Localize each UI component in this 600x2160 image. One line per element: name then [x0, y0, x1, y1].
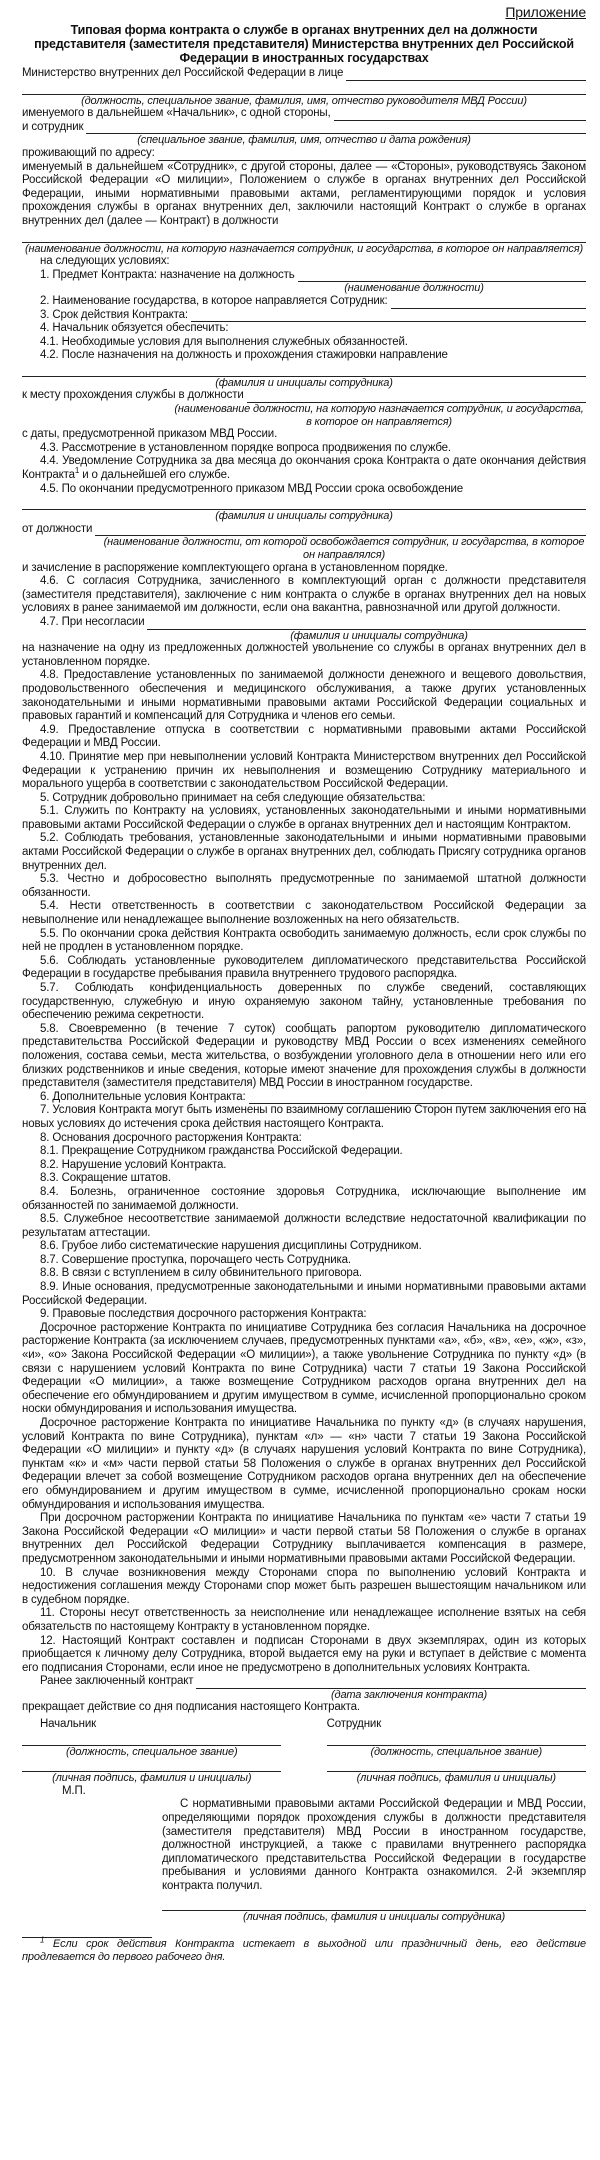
- item-8-8: 8.8. В связи с вступлением в силу обвинительного приговора.: [40, 1267, 362, 1280]
- item-4-7: 4.7. При несогласии: [40, 615, 145, 628]
- item-4-2-place: к месту прохождения службы в должности: [22, 389, 244, 402]
- conditions-line: на следующих условиях:: [40, 255, 170, 268]
- appendix-label: Приложение: [505, 4, 586, 20]
- acknowledgement-signature[interactable]: (личная подпись, фамилия и инициалы сотрудника): [162, 1910, 586, 1924]
- sig-left-head: Начальник: [40, 1718, 96, 1731]
- item-1: 1. Предмет Контракта: назначение на должность: [40, 268, 295, 281]
- item-4-2-tail: с даты, предусмотренной приказом МВД России.: [22, 428, 278, 441]
- item-12: 12. Настоящий Контракт составлен и подписан Сторонами в двух экземплярах, один из которых приобщается к личному делу Сотрудника, второй выдается ему на руки и вступает в действие с момента его подписания Сторонами, если иное не предусмотрено в дополнительных условиях Контракта.: [22, 1634, 586, 1674]
- item-5-3: 5.3. Честно и добросовестно выполнять предусмотренные по занимаемой штатной должности обязанности.: [22, 873, 586, 899]
- item-4-7-field: [22, 616, 586, 630]
- sig-left-position[interactable]: (должность, специальное звание): [22, 1745, 281, 1759]
- item-6-field: [22, 1091, 586, 1105]
- and-employee: и сотрудник: [22, 120, 84, 133]
- item-8-5: 8.5. Служебное несоответствие занимаемой должности вследствие недостаточной квалификации по результатам аттестации.: [22, 1213, 586, 1239]
- item-4-7-input-line[interactable]: [147, 618, 586, 630]
- previous-contract-field: [22, 1675, 586, 1689]
- item-4: 4. Начальник обязуется обеспечить:: [40, 322, 229, 335]
- caption-item-4-7: (фамилия и инициалы сотрудника): [290, 629, 468, 642]
- item-6-input-line[interactable]: [249, 1092, 586, 1104]
- item-1-field: [22, 269, 586, 283]
- item-5-8: 5.8. Своевременно (в течение 7 суток) сообщать рапортом руководителю дипломатического представительства Российской Федерации и руководству МВД России о всех изменениях семейного положения, состава семьи, места жительства, о возбуждении уголовного дела в отношении него или его близких родственников и иные сведения, которые имеют значение для прохождения службы в должности представителя (заместителя представителя) МВД России в иностранном государстве.: [22, 1022, 586, 1090]
- item-3-field: [22, 309, 586, 323]
- caption-head: (должность, специальное звание, фамилия, имя, отчество руководителя МВД России): [81, 94, 527, 107]
- item-4-5-from: от должности: [22, 522, 93, 535]
- signature-heads: [22, 1718, 586, 1732]
- document-title: Типовая форма контракта о службе в органах внутренних дел на должности представителя (заместителя представителя) Министерства внутренних дел Российской Федерации в иностранных государствах: [34, 23, 574, 65]
- address-field: [22, 147, 586, 161]
- item-4-2: 4.2. После назначения на должность и прохождения стажировки направление: [40, 349, 448, 362]
- item-10: 10. В случае возникновения между Сторонами спора по выполнению условий Контракта и недостижения соглашения между Сторонами спор может быть разрешен вышестоящим начальником или в судебном порядке.: [22, 1566, 586, 1606]
- sig-right-head: Сотрудник: [326, 1718, 382, 1731]
- item-8-6: 8.6. Грубое либо систематические нарушения дисциплины Сотрудником.: [40, 1240, 422, 1253]
- item-5-7: 5.7. Соблюдать конфиденциальность доверенных по службе сведений, составляющих государственную, служебную и иную охраняемую законом тайну, установленные требования по обеспечению режима секретности.: [22, 982, 586, 1022]
- item-4-5: 4.5. По окончании предусмотренного приказом МВД России срока освобождение: [40, 482, 464, 495]
- item-9-b: Досрочное расторжение Контракта по инициативе Начальника по пункту «д» (в случаях нарушения, условий Контракта по вине Сотрудника), пунктам «л» — «н» части 7 статьи 19 Закона Российской Федерации «О милиции» и пункту «д» (в случаях нарушения условий Контракта по вине Сотрудника), пунктам «к» и «м» части первой статьи 58 Положения о службе в органах внутренних дел Российской Федерации влечет за собой возмещение Сотрудником расходов органа внутренних дел на обеспечение его обмундированием и другим имуществом в сумме, исчисленной пропорционально срокам носки обмундирования и использования имущества.: [22, 1417, 586, 1511]
- caption-item-4-2-place: (наименование должности, на которую назначается сотрудник, и государства, в которое он направляется): [174, 403, 584, 428]
- item-8-2: 8.2. Нарушение условий Контракта.: [40, 1158, 227, 1171]
- sig-left-signature[interactable]: (личная подпись, фамилия и инициалы): [22, 1771, 281, 1785]
- footnote-text: Если срок действия Контракта истекает в выходной или праздничный день, его действие продлевается до первого рабочего дня.: [22, 1938, 586, 1963]
- caption-position: (наименование должности, на которую назначается сотрудник, и государства, в которое он направляется): [25, 242, 583, 255]
- item-8-9: 8.9. Иные основания, предусмотренные законодательными и иными нормативными правовыми актами Российской Федерации.: [22, 1281, 586, 1307]
- item-4-3: 4.3. Рассмотрение в установленном порядке вопроса продвижения по службе.: [40, 441, 451, 454]
- item-4-4: [22, 455, 586, 482]
- sig-right-signature[interactable]: (личная подпись, фамилия и инициалы): [327, 1771, 586, 1785]
- item-8-4: 8.4. Болезнь, ограниченное состояние здоровья Сотрудника, исключающие выполнение им обязанностей по занимаемой должности.: [22, 1185, 586, 1212]
- caption-item-4-2: (фамилия и инициалы сотрудника): [215, 376, 393, 389]
- item-3: 3. Срок действия Контракта:: [40, 308, 188, 321]
- signature-row-2: [22, 1771, 586, 1785]
- item-8: 8. Основания досрочного расторжения Контракта:: [40, 1131, 302, 1144]
- item-5-1: 5.1. Служить по Контракту на условиях, установленных законодательными и иными нормативными правовыми актами Российской Федерации о службе в органах внутренних дел и настоящим Контрактом.: [22, 805, 586, 831]
- address-input-line[interactable]: [158, 149, 586, 161]
- position-input-line[interactable]: [22, 229, 586, 243]
- item-8-1: 8.1. Прекращение Сотрудником гражданства Российской Федерации.: [40, 1145, 403, 1158]
- intro-body: именуемый в дальнейшем «Сотрудник», с другой стороны, далее — «Стороны», руководствуясь Законом Российской Федерации «О милиции», Положением о службе в органах внутренних дел Российской Федерации, иными нормативными правовыми актами, регламентирующими порядок и условия прохождения службы в органах внутренних дел, заключили настоящий Контракт о службе в органах внутренних дел (далее — Контракт) в должности: [22, 160, 586, 227]
- item-4-5-from-field: [22, 523, 586, 537]
- item-9-a: Досрочное расторжение Контракта по инициативе Сотрудника без согласия Начальника на досрочное расторжение Контракта (за исключением случаев, предусмотренных пунктами «а», «б», «в», «е», «ж», «з», «и», «о» Закона Российской Федерации «О милиции»), а также увольнение Сотрудника по пункту «д» (в связи с нарушением условий Контракта по вине Сотрудника) части 7 статьи 19 Закона Российской Федерации «О милиции», а также возмещение Сотрудником расходов органа внутренних дел на обеспечение его обмундированием и другим имуществом в сумме, исчисленной пропорционально сроком носки обмундирования и использования имущества.: [22, 1321, 586, 1416]
- item-4-5-from-input-line[interactable]: [95, 524, 586, 536]
- item-5-5: 5.5. По окончании срока действия Контракта освободить занимаемую должность, если срок службы по ней не продлен в установленном порядке.: [22, 927, 586, 954]
- caption-previous-contract: (дата заключения контракта): [331, 1688, 487, 1701]
- sig-right-position[interactable]: (должность, специальное звание): [327, 1745, 586, 1759]
- footnote-ref: 1: [74, 466, 80, 476]
- item-4-7-tail: на назначение на одну из предложенных должностей увольнение со службы в органах внутренних дел в установленном порядке.: [22, 642, 586, 668]
- item-9: 9. Правовые последствия досрочного расторжения Контракта:: [40, 1308, 367, 1321]
- named-input-line[interactable]: [334, 109, 586, 121]
- item-4-2-place-input-line[interactable]: [247, 391, 586, 403]
- item-9-c: При досрочном расторжении Контракта по инициативе Начальника по пунктам «е» части 7 статьи 19 Закона Российской Федерации «О милиции» и части первой статьи 58 Положения о службе в органах внутренних дел Российской Федерации Сотруднику выплачивается компенсация в размере, предусмотренном законодательными и иными нормативными правовыми актами Российской Федерации.: [22, 1512, 586, 1565]
- item-4-4-text: 4.4. Уведомление Сотрудника за два месяца до окончания срока Контракта о дате окончания действия Контракта: [22, 455, 586, 482]
- caption-item-4-5-from: (наименование должности, от которой освобождается сотрудник, и государства, в которое он направлялся): [103, 536, 585, 561]
- head-input-line[interactable]: [22, 81, 586, 95]
- residing: проживающий по адресу:: [22, 146, 155, 159]
- item-5-6: 5.6. Соблюдать установленные руководителем дипломатического представительства Российской Федерации в государстве пребывания правила внутреннего трудового распорядка.: [22, 954, 586, 981]
- item-4-2-place-field: [22, 389, 586, 403]
- caption-item-1: (наименование должности): [344, 282, 484, 295]
- item-2-input-line[interactable]: [391, 297, 586, 309]
- previous-contract-tail: прекращает действие со дня подписания настоящего Контракта.: [22, 1701, 360, 1714]
- employee-input-line[interactable]: [86, 122, 586, 134]
- footnote: [22, 1935, 586, 1963]
- item-1-input-line[interactable]: [298, 270, 586, 282]
- item-5-2: 5.2. Соблюдать требования, установленные законодательными и иными нормативными правовыми актами Российской Федерации о службе в органах внутренних дел, соблюдать Присягу сотрудника органов внутренних дел.: [22, 832, 586, 872]
- acknowledgement-text: С нормативными правовыми актами Российской Федерации и МВД России, определяющими порядок прохождения службы в должности представителя (заместителя представителя) МВД России в иностранном государстве, должностной инструкцией, а также с правилами внутреннего распорядка дипломатического представительства Российской Федерации в государстве пребывания и условиями данного Контракта ознакомился. 2-й экземпляр контракта получил.: [162, 1798, 586, 1892]
- named-field: [22, 107, 586, 121]
- previous-contract: Ранее заключенный контракт: [40, 1675, 194, 1688]
- stamp-place: М.П.: [62, 1784, 86, 1797]
- item-4-5-tail: и зачисление в распоряжение комплектующего органа в установленном порядке.: [22, 561, 448, 574]
- item-4-10: 4.10. Принятие мер при невыполнении условий Контракта Министерством внутренних дел Российской Федерации к устранению причин их невыполнения и возмещению Сотруднику материального и морального ущерба в соответствии с законодательством Российской Федерации.: [22, 750, 586, 791]
- item-5: 5. Сотрудник добровольно принимает на себя следующие обязательства:: [40, 791, 426, 804]
- caption-item-4-5: (фамилия и инициалы сотрудника): [215, 510, 393, 523]
- item-7: 7. Условия Контракта могут быть изменены по взаимному соглашению Сторон путем заключения его на новых условиях до истечения срока действия настоящего Контракта.: [22, 1104, 586, 1130]
- item-8-7: 8.7. Совершение проступка, порочащего честь Сотрудника.: [40, 1253, 351, 1266]
- ministry-field: [22, 67, 586, 81]
- previous-contract-input-line[interactable]: [196, 1677, 586, 1689]
- ministry-line: Министерство внутренних дел Российской Федерации в лице: [22, 67, 344, 79]
- item-8-3: 8.3. Сокращение штатов.: [40, 1172, 171, 1185]
- item-4-5-input-line[interactable]: [22, 496, 586, 510]
- item-3-input-line[interactable]: [191, 310, 586, 322]
- item-2-field: [22, 295, 586, 309]
- item-6: 6. Дополнительные условия Контракта:: [40, 1090, 246, 1103]
- item-4-4-tail: и о дальнейшей его службе.: [79, 469, 230, 482]
- ministry-input-line[interactable]: [346, 69, 586, 81]
- item-4-6: 4.6. С согласия Сотрудника, зачисленного в комплектующий орган с должности представителя (заместителя представителя), заключение с ним контракта о службе в органах внутренних дел на новых условиях в ранее занимаемой им должности, если она вакантна, равнозначной или другой должности.: [22, 575, 586, 615]
- item-2: 2. Наименование государства, в которое направляется Сотрудник:: [40, 294, 388, 307]
- item-4-2-input-line[interactable]: [22, 363, 586, 377]
- named-nachalnik: именуемого в дальнейшем «Начальник», с одной стороны,: [22, 107, 331, 120]
- item-4-1: 4.1. Необходимые условия для выполнения служебных обязанностей.: [40, 335, 408, 348]
- item-11: 11. Стороны несут ответственность за неисполнение или ненадлежащее исполнение взятых на себя обязательств по настоящему Контракту в установленном порядке.: [22, 1607, 586, 1633]
- item-4-8: 4.8. Предоставление установленных по занимаемой должности денежного и вещевого довольствия, продовольственного обеспечения и медицинского обслуживания, а также других установленных законодательными и иными нормативными правовыми актами Российской Федерации социальных и правовых гарантий и компенсаций для Сотрудника и членов его семьи.: [22, 669, 586, 723]
- footnote-mark: 1: [40, 1935, 45, 1945]
- caption-employee: (специальное звание, фамилия, имя, отчество и дата рождения): [137, 134, 471, 147]
- item-4-9: 4.9. Предоставление отпуска в соответствии с нормативными правовыми актами Российской Федерации и МВД России.: [22, 723, 586, 750]
- signature-row-1: [22, 1745, 586, 1759]
- item-5-4: 5.4. Нести ответственность в соответствии с законодательством Российской Федерации за невыполнение или ненадлежащее выполнение возложенных на него обязательств.: [22, 900, 586, 927]
- employee-field: [22, 121, 586, 135]
